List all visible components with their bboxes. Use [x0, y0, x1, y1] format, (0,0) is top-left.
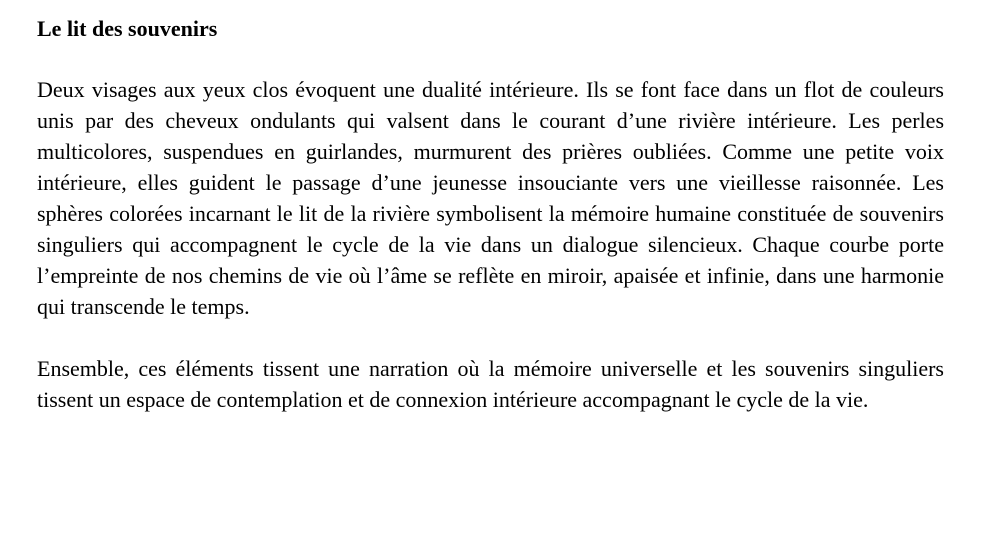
document-page [37, 14, 944, 415]
paragraph-conclusion: Ensemble, ces éléments tissent une narration où la mémoire universelle et les souvenirs singuliers tissent un espace de contemplation et de connexion intérieure accompagnant le cycle de la vie. [37, 356, 944, 412]
paragraph-description: Deux visages aux yeux clos évoquent une dualité intérieure. Ils se font face dans un flot de couleurs unis par des cheveux ondulants qui valsent dans le courant d’une rivière intérieure. Les perles multicolores, suspendues en guirlandes, murmurent des prières oubliées. Comme une petite voix intérieure, elles guident le passage d’une jeunesse insouciante vers une vieillesse raisonnée. Les sphères colorées incarnant le lit de la rivière symbolisent la mémoire humaine constituée de souvenirs singuliers qui accompagnent le cycle de la vie dans un dialogue silencieux. Chaque courbe porte l’empreinte de nos chemins de vie où l’âme se reflète en miroir, apaisée et infinie, dans une harmonie qui transcende le temps. [37, 77, 944, 319]
document-title: Le lit des souvenirs [37, 16, 218, 41]
